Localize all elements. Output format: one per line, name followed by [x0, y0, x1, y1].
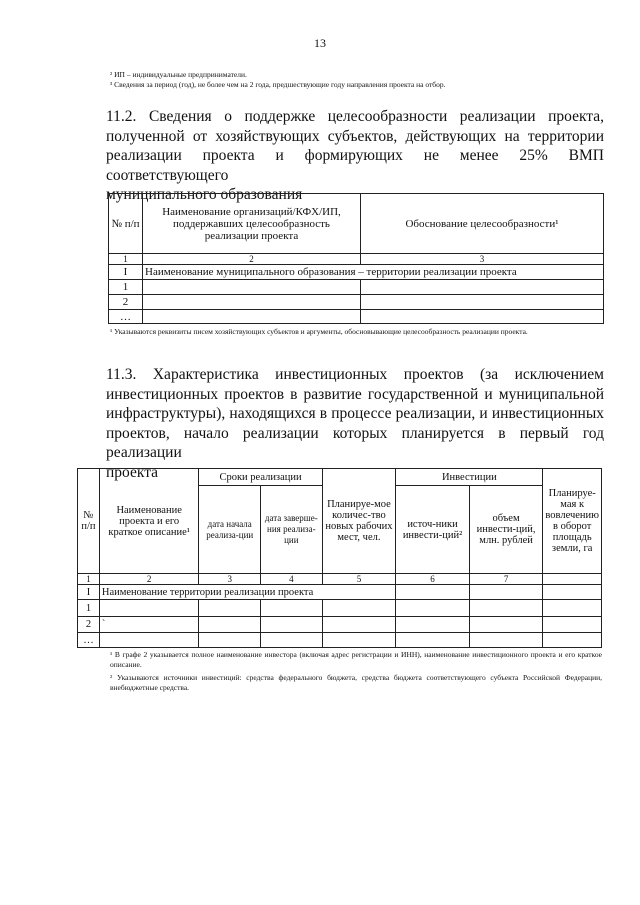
table-header-row — [78, 469, 602, 486]
header-num: № п/п — [78, 469, 100, 574]
header-volume: объем инвести-ций, млн. рублей — [469, 486, 543, 574]
table-row — [109, 280, 604, 295]
row-num: … — [109, 310, 143, 324]
row-num: 2 — [109, 295, 143, 310]
col-num-5: 5 — [322, 574, 396, 585]
row-num: 2 — [78, 617, 100, 633]
col-num-1: 1 — [78, 574, 100, 585]
header-end-date: дата заверше-ния реализа-ции — [261, 486, 323, 574]
row-mark: ` — [99, 617, 199, 633]
col-num-3: 3 — [199, 574, 261, 585]
group-num: I — [109, 265, 143, 280]
heading-line: 11.3. Характеристика инвестиционных проектов (за исключением — [106, 366, 604, 383]
group-label: Наименование муниципального образования – территории реализации проекта — [143, 265, 604, 280]
column-number-row — [78, 574, 602, 585]
heading-line: реализации проекта и формирующих не менее 25% ВМП соответствующего — [106, 147, 604, 184]
col-num-3: 3 — [361, 254, 604, 265]
heading-line: инвестиционных проектов в развитие государственной и муниципальной — [106, 385, 604, 403]
group-row — [78, 585, 602, 600]
footnote-2-top: ² ИП – индивидуальные предприниматели. — [110, 70, 247, 79]
table2-footnote-1: ¹ В графе 2 указывается полное наименование инвестора (включая адрес регистрации и ИНН), наименование инвестиционного проекта и его краткое описание. — [110, 650, 602, 669]
table1-footnote: ¹ Указываются реквизиты писем хозяйствующих субъектов и аргументы, обосновывающие целесообразность реализации проекта. — [110, 327, 528, 336]
header-start-date: дата начала реализа-ции — [199, 486, 261, 574]
header-num: № п/п — [109, 194, 143, 254]
table-row — [109, 310, 604, 324]
group-row — [109, 265, 604, 280]
col-num-4: 4 — [261, 574, 323, 585]
header-investments: Инвестиции — [396, 469, 543, 486]
header-land-area: Планируе-мая к вовлечению в оборот площадь земли, га — [543, 469, 602, 574]
col-num-8 — [543, 574, 602, 585]
header-organizations: Наименование организаций/КФХ/ИП, поддержавших целесообразность реализации проекта — [143, 194, 361, 254]
header-project-name: Наименование проекта и его краткое описание¹ — [99, 469, 199, 574]
col-num-1: 1 — [109, 254, 143, 265]
heading-line: муниципального образования — [106, 186, 303, 203]
projects-table — [77, 468, 602, 648]
header-terms: Сроки реализации — [199, 469, 322, 486]
table-row — [78, 600, 602, 617]
footnote-3-top: ³ Сведения за период (год), не более чем на 2 года, предшествующие году направления проекта на отбор. — [110, 80, 446, 89]
row-num: 1 — [109, 280, 143, 295]
header-sources: источ-ники инвести-ций² — [396, 486, 470, 574]
page-number: 13 — [314, 36, 326, 50]
heading-line: проектов, начало реализации которых планируется в первый год реализации — [106, 424, 604, 461]
group-label: Наименование территории реализации проекта — [99, 585, 395, 600]
heading-line: инфраструктуры), находящихся в процессе реализации, и инвестиционных — [106, 405, 604, 422]
col-num-6: 6 — [396, 574, 470, 585]
row-num: … — [78, 633, 100, 648]
header-justification: Обоснование целесообразности¹ — [361, 194, 604, 254]
heading-line: проекта — [106, 463, 159, 481]
row-num: 1 — [78, 600, 100, 617]
group-num: I — [78, 585, 100, 600]
col-num-7: 7 — [469, 574, 543, 585]
table-row — [78, 633, 602, 648]
support-table — [108, 193, 604, 324]
col-num-2: 2 — [99, 574, 199, 585]
col-num-2: 2 — [143, 254, 361, 265]
table-row — [109, 295, 604, 310]
heading-line: полученной от хозяйствующих субъектов, действующих на территории — [106, 127, 604, 145]
table-header-row — [109, 194, 604, 254]
header-new-jobs: Планируе-мое количес-тво новых рабочих мест, чел. — [322, 469, 396, 574]
heading-line: 11.2. Сведения о поддержке целесообразности реализации проекта, — [106, 108, 604, 125]
table2-footnote-2: ² Указываются источники инвестиций: средства федерального бюджета, средства бюджета соответствующего субъекта Российской Федерации, внебюджетные средства. — [110, 673, 602, 692]
column-number-row — [109, 254, 604, 265]
section-11-2-heading — [106, 107, 604, 205]
table-row — [78, 617, 602, 633]
section-11-3-heading — [106, 365, 604, 482]
